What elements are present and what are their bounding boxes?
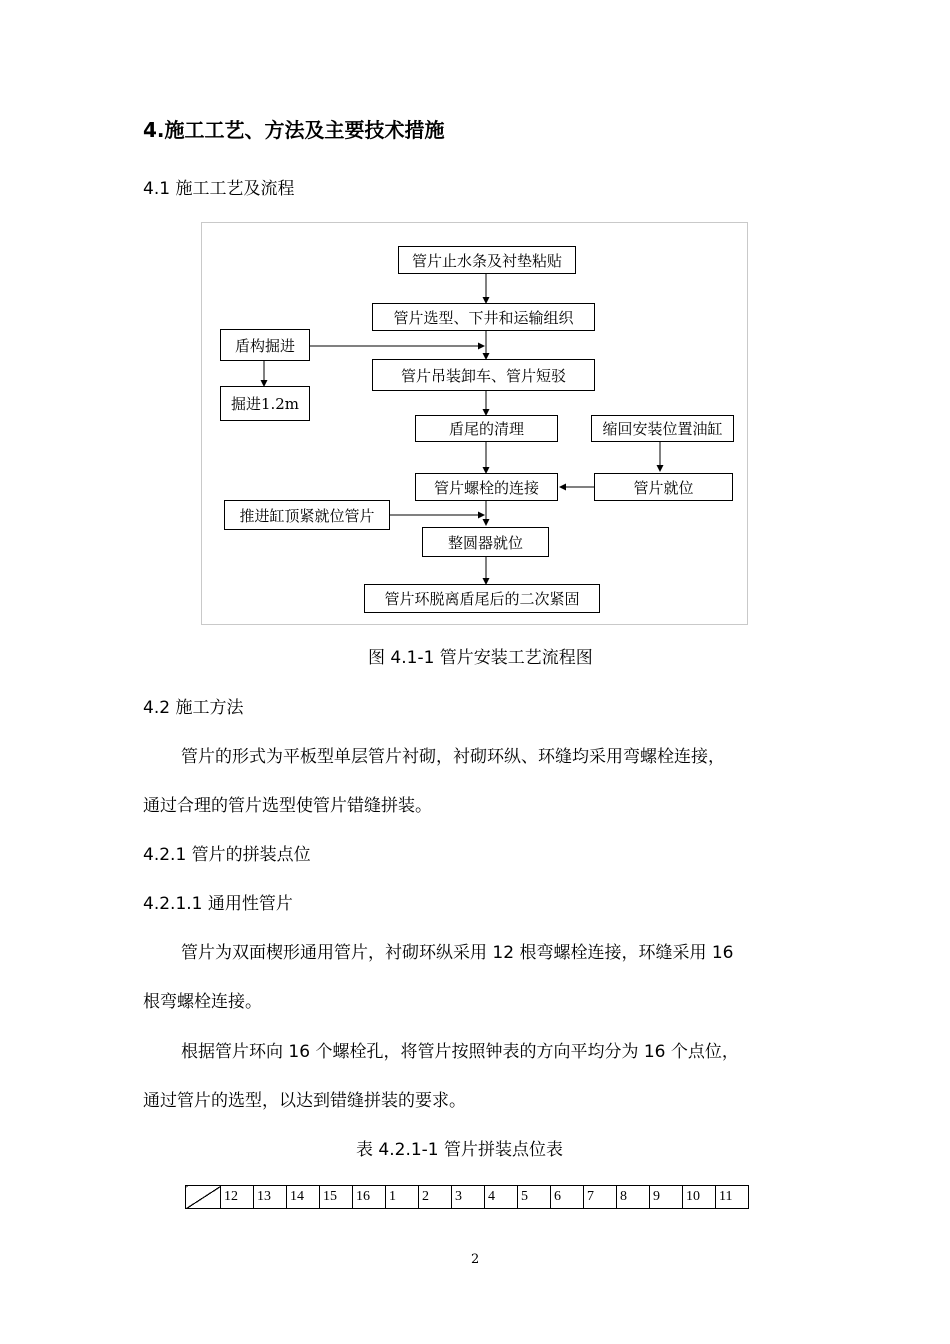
table-cell: 6 xyxy=(551,1186,584,1209)
table-cell: 5 xyxy=(518,1186,551,1209)
section-heading-4: 4.施工工艺、方法及主要技术措施 xyxy=(143,118,445,142)
table-cell: 4 xyxy=(485,1186,518,1209)
figure-caption: 图 4.1-1 管片安装工艺流程图 xyxy=(368,648,593,668)
paragraph-line: 通过管片的选型，以达到错缝拼装的要求。 xyxy=(143,1091,466,1111)
flow-node-retract-cylinder: 缩回安装位置油缸 xyxy=(591,415,734,442)
flow-node-waterproof-strip: 管片止水条及衬垫粘贴 xyxy=(398,246,576,274)
section-heading-4-2-1: 4.2.1 管片的拼装点位 xyxy=(143,845,311,865)
table-cell: 2 xyxy=(419,1186,452,1209)
flow-node-shield-tunneling: 盾构掘进 xyxy=(220,329,310,361)
section-heading-4-2-1-1: 4.2.1.1 通用性管片 xyxy=(143,894,293,914)
table-row xyxy=(186,1186,749,1209)
table-cell: 11 xyxy=(716,1186,749,1209)
flow-node-segment-hoisting: 管片吊装卸车、管片短驳 xyxy=(372,359,595,391)
table-cell: 13 xyxy=(254,1186,287,1209)
paragraph-line: 管片的形式为平板型单层管片衬砌，衬砌环纵、环缝均采用弯螺栓连接， xyxy=(181,747,725,767)
paragraph-line: 通过合理的管片选型使管片错缝拼装。 xyxy=(143,796,432,816)
flow-node-segment-selection: 管片选型、下井和运输组织 xyxy=(372,303,595,331)
segment-points-table xyxy=(185,1185,749,1209)
table-cell: 8 xyxy=(617,1186,650,1209)
flow-node-tail-cleaning: 盾尾的清理 xyxy=(415,415,558,442)
table-caption: 表 4.2.1-1 管片拼装点位表 xyxy=(356,1140,564,1160)
paragraph-line: 根弯螺栓连接。 xyxy=(143,992,262,1012)
section-heading-4-1: 4.1 施工工艺及流程 xyxy=(143,179,295,199)
page-number: 2 xyxy=(471,1252,480,1267)
table-cell: 15 xyxy=(320,1186,353,1209)
paragraph-line: 根据管片环向 16 个螺栓孔，将管片按照钟表的方向平均分为 16 个点位， xyxy=(181,1042,739,1062)
flow-node-rounding-device: 整圆器就位 xyxy=(422,527,549,557)
flow-node-thrust-cylinder: 推进缸顶紧就位管片 xyxy=(224,500,390,530)
process-flowchart xyxy=(201,222,748,625)
table-cell: 9 xyxy=(650,1186,683,1209)
flow-node-advance-1-2m: 掘进1.2m xyxy=(220,386,310,421)
section-heading-4-2: 4.2 施工方法 xyxy=(143,698,244,718)
table-cell: 14 xyxy=(287,1186,320,1209)
table-cell: 12 xyxy=(221,1186,254,1209)
table-cell: 10 xyxy=(683,1186,716,1209)
table-cell: 16 xyxy=(353,1186,386,1209)
table-cell: 3 xyxy=(452,1186,485,1209)
table-cell: 1 xyxy=(386,1186,419,1209)
table-cell: 7 xyxy=(584,1186,617,1209)
paragraph-line: 管片为双面楔形通用管片，衬砌环纵采用 12 根弯螺栓连接，环缝采用 16 xyxy=(181,943,734,963)
table-corner-cell xyxy=(186,1186,221,1209)
flow-node-segment-positioning: 管片就位 xyxy=(594,473,733,501)
flow-node-secondary-tightening: 管片环脱离盾尾后的二次紧固 xyxy=(364,584,600,613)
flow-node-bolt-connection: 管片螺栓的连接 xyxy=(415,473,558,501)
